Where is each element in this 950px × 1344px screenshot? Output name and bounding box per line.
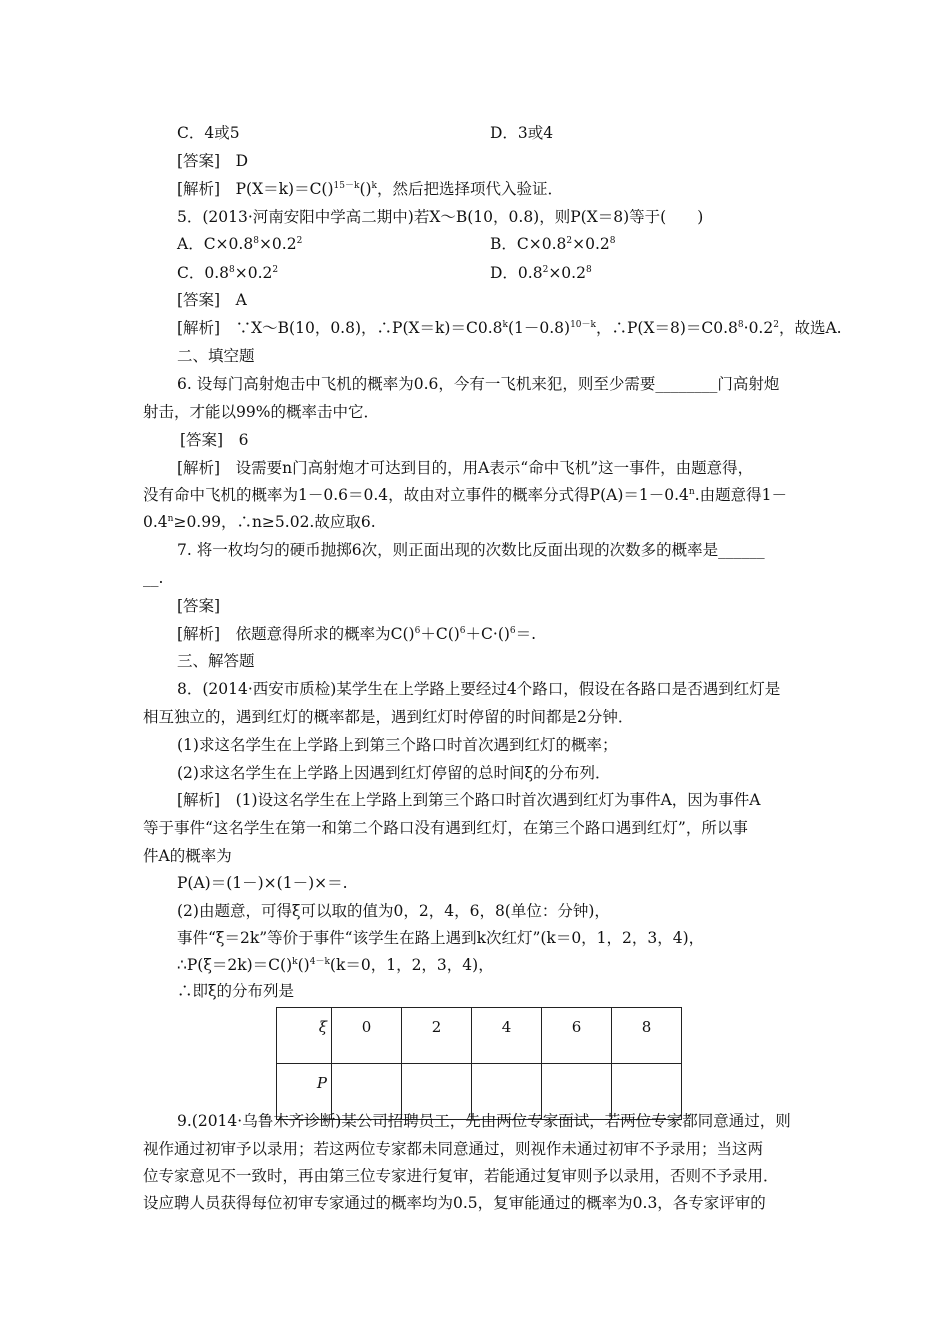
superscript: 8	[585, 265, 592, 275]
q5-option-c	[177, 262, 278, 284]
analysis-text: ，故选A.	[778, 319, 842, 337]
answer-label: [答案]	[180, 431, 224, 449]
q8-analysis-line1	[177, 789, 760, 811]
analysis-text: ＋C()	[420, 625, 460, 643]
analysis-text: ∴P(ξ＝2k)＝C()	[177, 956, 293, 974]
analysis-text: 设需要n门高射炮才可达到目的，用A表示“命中飞机”这一事件，由题意得，	[235, 459, 754, 477]
analysis-label: [解析]	[177, 625, 221, 643]
superscript: n	[167, 514, 174, 524]
option-text: ×0.2	[258, 235, 297, 253]
analysis-text: ＋C·()	[465, 625, 510, 643]
superscript: 8	[737, 320, 744, 330]
table-cell: 8	[612, 1008, 682, 1064]
section-heading-solve: 三、解答题	[177, 652, 255, 670]
analysis-text: 0.4	[143, 513, 168, 531]
analysis-label: [解析]	[177, 791, 221, 809]
analysis-text: ，∴P(X＝8)＝C0.8	[595, 319, 738, 337]
q8-analysis-line6: 事件“ξ＝2k”等价于事件“该学生在路上遇到k次红灯”(k＝0，1，2，3，4)，	[177, 929, 705, 947]
q6-stem-line2: 射击，才能以99%的概率击中它．	[143, 403, 379, 421]
superscript: k	[371, 181, 378, 191]
analysis-text: 没有命中飞机的概率为1－0.6＝0.4，故由对立事件的概率分式得P(A)＝1－0.4	[143, 486, 689, 504]
q8-analysis-line2: 等于事件“这名学生在第一和第二个路口没有遇到红灯，在第三个路口遇到红灯”，所以事	[143, 819, 748, 837]
analysis-text: .由题意得1－	[694, 486, 787, 504]
superscript: 6	[509, 626, 516, 636]
q8-analysis-line8: ∴即ξ的分布列是	[177, 982, 295, 1000]
answer-label: [答案]	[177, 152, 221, 170]
q8-analysis-line3: 件A的概率为	[143, 847, 232, 865]
analysis-text: ≥0.99，∴n≥5.02.故应取6.	[173, 513, 376, 531]
q4-analysis	[177, 178, 563, 200]
distribution-table	[276, 1007, 682, 1120]
q7-stem-line2: __.	[143, 569, 164, 587]
analysis-label: [解析]	[177, 319, 221, 337]
q8-analysis-line5: (2)由题意，可得ξ可以取的值为0，2，4，6，8(单位：分钟)，	[177, 902, 610, 920]
q8-analysis-line4: P(A)＝(1－)×(1－)×＝.	[177, 874, 348, 892]
q6-analysis-line2	[143, 484, 787, 506]
answer-value: 6	[238, 431, 249, 449]
q5-stem: 5．(2013·河南安阳中学高二期中)若X～B(10，0.8)，则P(X＝8)等于( )	[177, 208, 704, 226]
q6-analysis-line1	[177, 457, 753, 479]
q6-stem-line1: 6. 设每门高射炮击中飞机的概率为0.6，今有一飞机来犯，则至少需要________门高射炮	[177, 375, 780, 393]
superscript: 2	[566, 236, 573, 246]
option-text: B．C×0.8	[490, 235, 567, 253]
option-text: A．C×0.8	[177, 235, 254, 253]
option-text: D．0.8	[490, 264, 543, 282]
superscript: 8	[609, 236, 616, 246]
q5-option-d	[490, 262, 592, 284]
analysis-text: 依题意得所求的概率为C()	[235, 625, 415, 643]
superscript: 15－k	[333, 181, 360, 191]
analysis-text: ，然后把选择项代入验证．	[377, 180, 564, 198]
q9-stem-line2: 视作通过初审予以录用；若这两位专家都未同意通过，则视作未通过初审不予录用；当这两	[143, 1140, 764, 1158]
option-text: ×0.2	[572, 235, 610, 253]
superscript: 2	[542, 265, 549, 275]
section-heading-fill-blank: 二、填空题	[177, 347, 255, 365]
q9-stem-line1: 9.(2014·乌鲁木齐诊断)某公司招聘员工，先由两位专家面试，若两位专家都同意通过，则	[177, 1112, 791, 1130]
table-row-header: P	[277, 1064, 332, 1120]
superscript: 6	[459, 626, 466, 636]
superscript: 8	[229, 265, 235, 275]
superscript: k	[502, 320, 508, 330]
q8-sub2: (2)求这名学生在上学路上因遇到红灯停留的总时间ξ的分布列．	[177, 764, 611, 782]
table-cell: 0	[332, 1008, 402, 1064]
analysis-text: ()	[297, 956, 310, 974]
q5-option-b	[490, 233, 616, 255]
q5-option-a	[177, 233, 302, 255]
q7-answer: [答案]	[177, 597, 221, 615]
superscript: n	[688, 487, 695, 497]
q4-answer	[177, 150, 248, 172]
superscript: 2	[296, 236, 303, 246]
q8-sub1: (1)求这名学生在上学路上到第三个路口时首次遇到红灯的概率；	[177, 736, 618, 754]
q4-option-c: C．4或5	[177, 124, 240, 142]
q6-analysis-line3	[143, 511, 376, 533]
q5-analysis	[177, 317, 842, 339]
superscript: 10－k	[570, 320, 596, 330]
option-text: C．0.8	[177, 264, 230, 282]
q6-answer	[180, 429, 249, 451]
answer-value: D	[235, 152, 249, 170]
analysis-text: (1)设这名学生在上学路上到第三个路口时首次遇到红灯为事件A，因为事件A	[235, 791, 761, 809]
q7-analysis	[177, 623, 536, 645]
analysis-text: (1－0.8)	[507, 319, 571, 337]
q8-stem-line2: 相互独立的，遇到红灯的概率都是，遇到红灯时停留的时间都是2分钟．	[143, 708, 634, 726]
q8-stem-line1: 8．(2014·西安市质检)某学生在上学路上要经过4个路口，假设在各路口是否遇到红灯是	[177, 680, 781, 698]
superscript: 6	[414, 626, 421, 636]
q7-stem-line1: 7. 将一枚均匀的硬币抛掷6次，则正面出现的次数比反面出现的次数多的概率是______	[177, 541, 765, 559]
option-text: ×0.2	[548, 264, 586, 282]
table-cell: 6	[542, 1008, 612, 1064]
answer-label: [答案]	[177, 291, 221, 309]
analysis-text: ＝.	[515, 625, 537, 643]
table-row-header: ξ	[277, 1008, 332, 1064]
option-text: ×0.2	[234, 264, 273, 282]
superscript: 2	[272, 265, 279, 275]
analysis-text: ∵X～B(10，0.8)，∴P(X＝k)＝C0.8	[235, 319, 503, 337]
analysis-text: P(X＝k)＝C()	[235, 180, 334, 198]
q9-stem-line3: 位专家意见不一致时，再由第三位专家进行复审，若能通过复审则予以录用，否则不予录用．	[143, 1167, 779, 1185]
table-cell: 4	[472, 1008, 542, 1064]
superscript: 2	[773, 320, 779, 330]
superscript: k	[292, 957, 298, 967]
table-row	[277, 1008, 682, 1064]
q9-stem-line4: 设应聘人员获得每位初审专家通过的概率均为0.5，复审能通过的概率为0.3，各专家评审的	[143, 1194, 766, 1212]
superscript: 4－k	[309, 957, 330, 967]
analysis-label: [解析]	[177, 180, 221, 198]
q4-option-d: D．3或4	[490, 124, 554, 142]
analysis-text: (k＝0，1，2，3，4)，	[329, 956, 494, 974]
q8-analysis-line7	[177, 954, 494, 976]
analysis-text: ()	[359, 180, 372, 198]
analysis-text: ·0.2	[743, 319, 774, 337]
table-cell: 2	[402, 1008, 472, 1064]
q5-answer	[177, 289, 247, 311]
superscript: 8	[253, 236, 259, 246]
analysis-label: [解析]	[177, 459, 221, 477]
answer-value: A	[235, 291, 247, 309]
